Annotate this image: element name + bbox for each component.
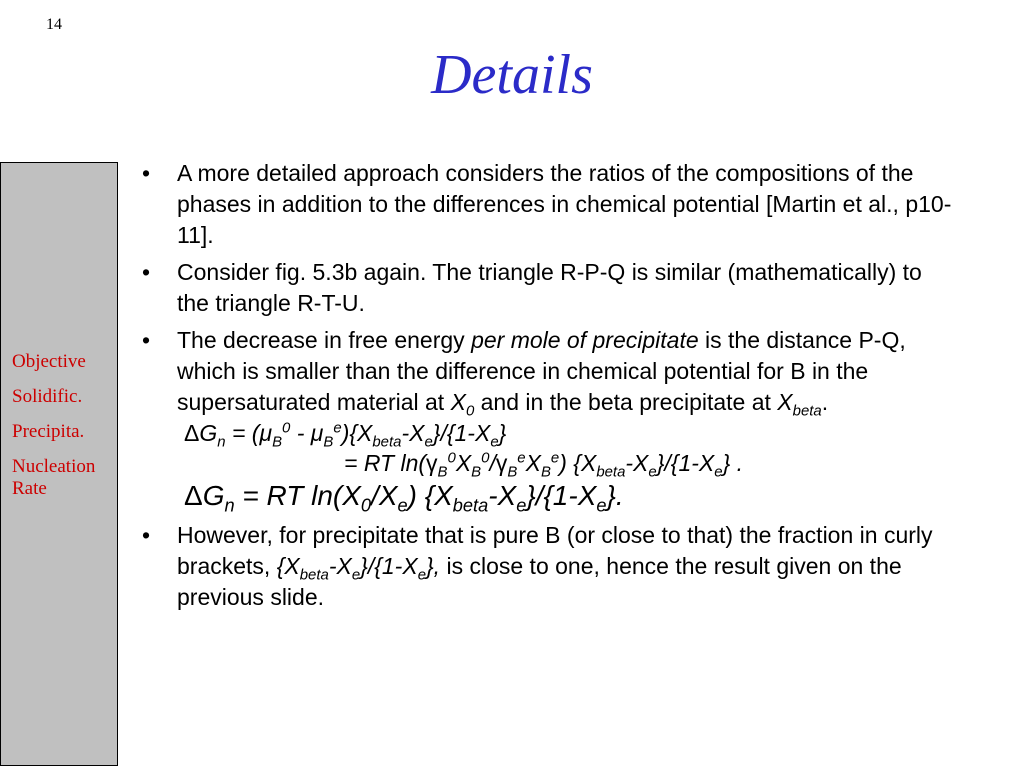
slide-number: 14 (46, 16, 62, 33)
bullet-item (140, 520, 960, 613)
formula-delta-g-chemical-potential: $\Delta G_n = (\mu_B^0 - \mu_B^e)\{X_{beta}-X_e\}/\{1-X_e\}$ (184, 419, 507, 451)
bullet-item (140, 325, 960, 514)
bullet-marker: • (142, 259, 151, 285)
bullet-text: However, for precipitate that is pure B (or close to that) the fraction in curly brackets, $\{X_{beta}-X_e\}/\{1-X_e\}$, is close to one, hence the result given on the previous slide. (177, 522, 933, 610)
sidebar-item-precipitation[interactable]: Precipita. (12, 421, 85, 442)
sidebar (0, 162, 118, 766)
slide-body (140, 158, 960, 619)
bullet-item (140, 158, 960, 251)
formula-delta-g-result: $\Delta G_n$ = RT $\ln(X_0/X_e)$ $\{X_{beta}-X_e\}/\{1-X_e\}$. (184, 480, 624, 516)
bullet-marker: • (142, 327, 151, 353)
sidebar-item-nucleation-rate[interactable]: Nucleation Rate (12, 456, 96, 499)
sidebar-item-objective[interactable]: Objective (12, 351, 86, 372)
formula-delta-g-activity: = RT $\ln(\gamma_B^0X_B^0/\gamma_B^eX_B^e)$ $\{X_{beta}-X_e\}/\{1-X_e\}$ . (344, 449, 744, 481)
sidebar-item-solidification[interactable]: Solidific. (12, 386, 83, 407)
bullet-marker: • (142, 522, 151, 548)
bullet-text: The decrease in free energy per mole of precipitate is the distance P-Q, which is smaller than the difference in chemical potential for B in the supersaturated material at $X_0$ and in the beta precipitate at $X_{beta}$. (177, 327, 906, 420)
page-title: Details (431, 44, 593, 106)
bullet-item (140, 257, 960, 319)
bullet-text: Consider fig. 5.3b again. The triangle R-P-Q is similar (mathematically) to the triangle R-T-U. (177, 259, 922, 316)
bullet-marker: • (142, 160, 151, 186)
bullet-text: A more detailed approach considers the ratios of the compositions of the phases in addition to the differences in chemical potential [Martin et al., p10-11]. (177, 160, 952, 248)
